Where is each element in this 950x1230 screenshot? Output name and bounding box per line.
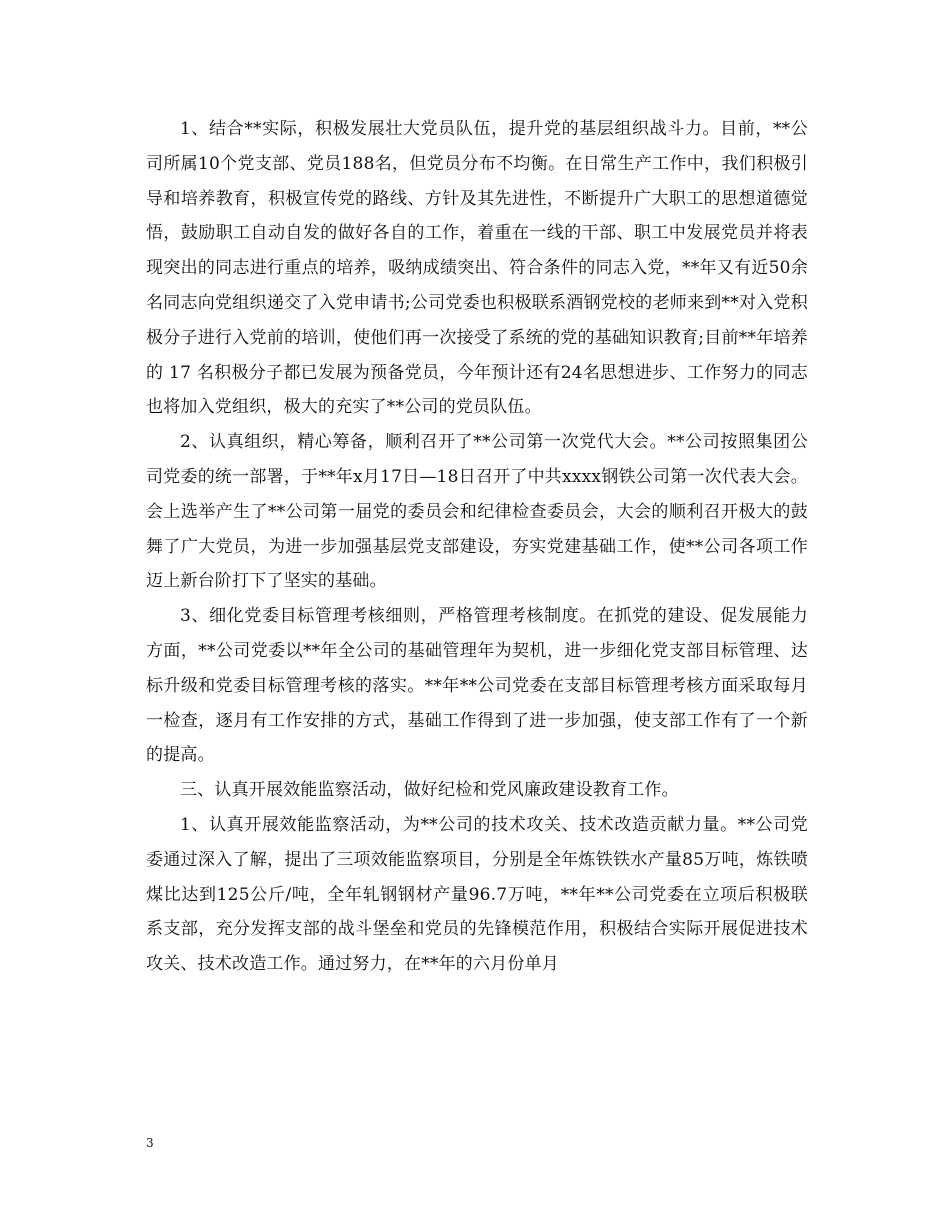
paragraph-party-congress: 2、认真组织，精心筹备，顺利召开了**公司第一次党代大会。**公司按照集团公司党委的统一部署，于**年x月17日—18日召开了中共xxxx钢铁公司第一次代表大会。会上选举产生了**公司第一届党的委员会和纪律检查委员会，大会的顺利召开极大的鼓舞了广大党员，为进一步加强基层党支部建设，夯实党建基础工作，使**公司各项工作迈上新台阶打下了坚实的基础。 <box>146 432 808 592</box>
document-body <box>146 112 808 982</box>
page-number: 3 <box>146 1136 154 1150</box>
paragraph-party-member-development: 1、结合**实际，积极发展壮大党员队伍，提升党的基层组织战斗力。目前，**公司所属10个党支部、党员188名，但党员分布不均衡。在日常生产工作中，我们积极引导和培养教育，积极宣传党的路线、方针及其先进性，不断提升广大职工的思想道德觉悟，鼓励职工自动自发的做好各自的工作，着重在一线的干部、职工中发展党员并将表现突出的同志进行重点的培养，吸纳成绩突出、符合条件的同志入党，**年又有近50余名同志向党组织递交了入党申请书;公司党委也积极联系酒钢党校的老师来到**对入党积极分子进行入党前的培训，使他们再一次接受了系统的党的基础知识教育;目前**年培养的 17 名积极分子都已发展为预备党员，今年预计还有24名思想进步、工作努力的同志也将加入党组织，极大的充实了**公司的党员队伍。 <box>146 119 808 418</box>
paragraph-target-management: 3、细化党委目标管理考核细则，严格管理考核制度。在抓党的建设、促发展能力方面，**公司党委以**年全公司的基础管理年为契机，进一步细化党支部目标管理、达标升级和党委目标管理考核的落实。**年**公司党委在支部目标管理考核方面采取每月一检查，逐月有工作安排的方式，基础工作得到了进一步加强，使支部工作有了一个新的提高。 <box>146 606 808 766</box>
paragraph-efficiency-supervision: 1、认真开展效能监察活动，为**公司的技术攻关、技术改造贡献力量。**公司党委通过深入了解，提出了三项效能监察项目，分别是全年炼铁铁水产量85万吨，炼铁喷煤比达到125公斤/吨，全年轧钢钢材产量96.7万吨，**年**公司党委在立项后积极联系支部，充分发挥支部的战斗堡垒和党员的先锋模范作用，积极结合实际开展促进技术攻关、技术改造工作。通过努力，在**年的六月份单月 <box>146 814 808 975</box>
section-heading-efficiency-supervision: 三、认真开展效能监察活动，做好纪检和党风廉政建设教育工作。 <box>180 780 679 801</box>
